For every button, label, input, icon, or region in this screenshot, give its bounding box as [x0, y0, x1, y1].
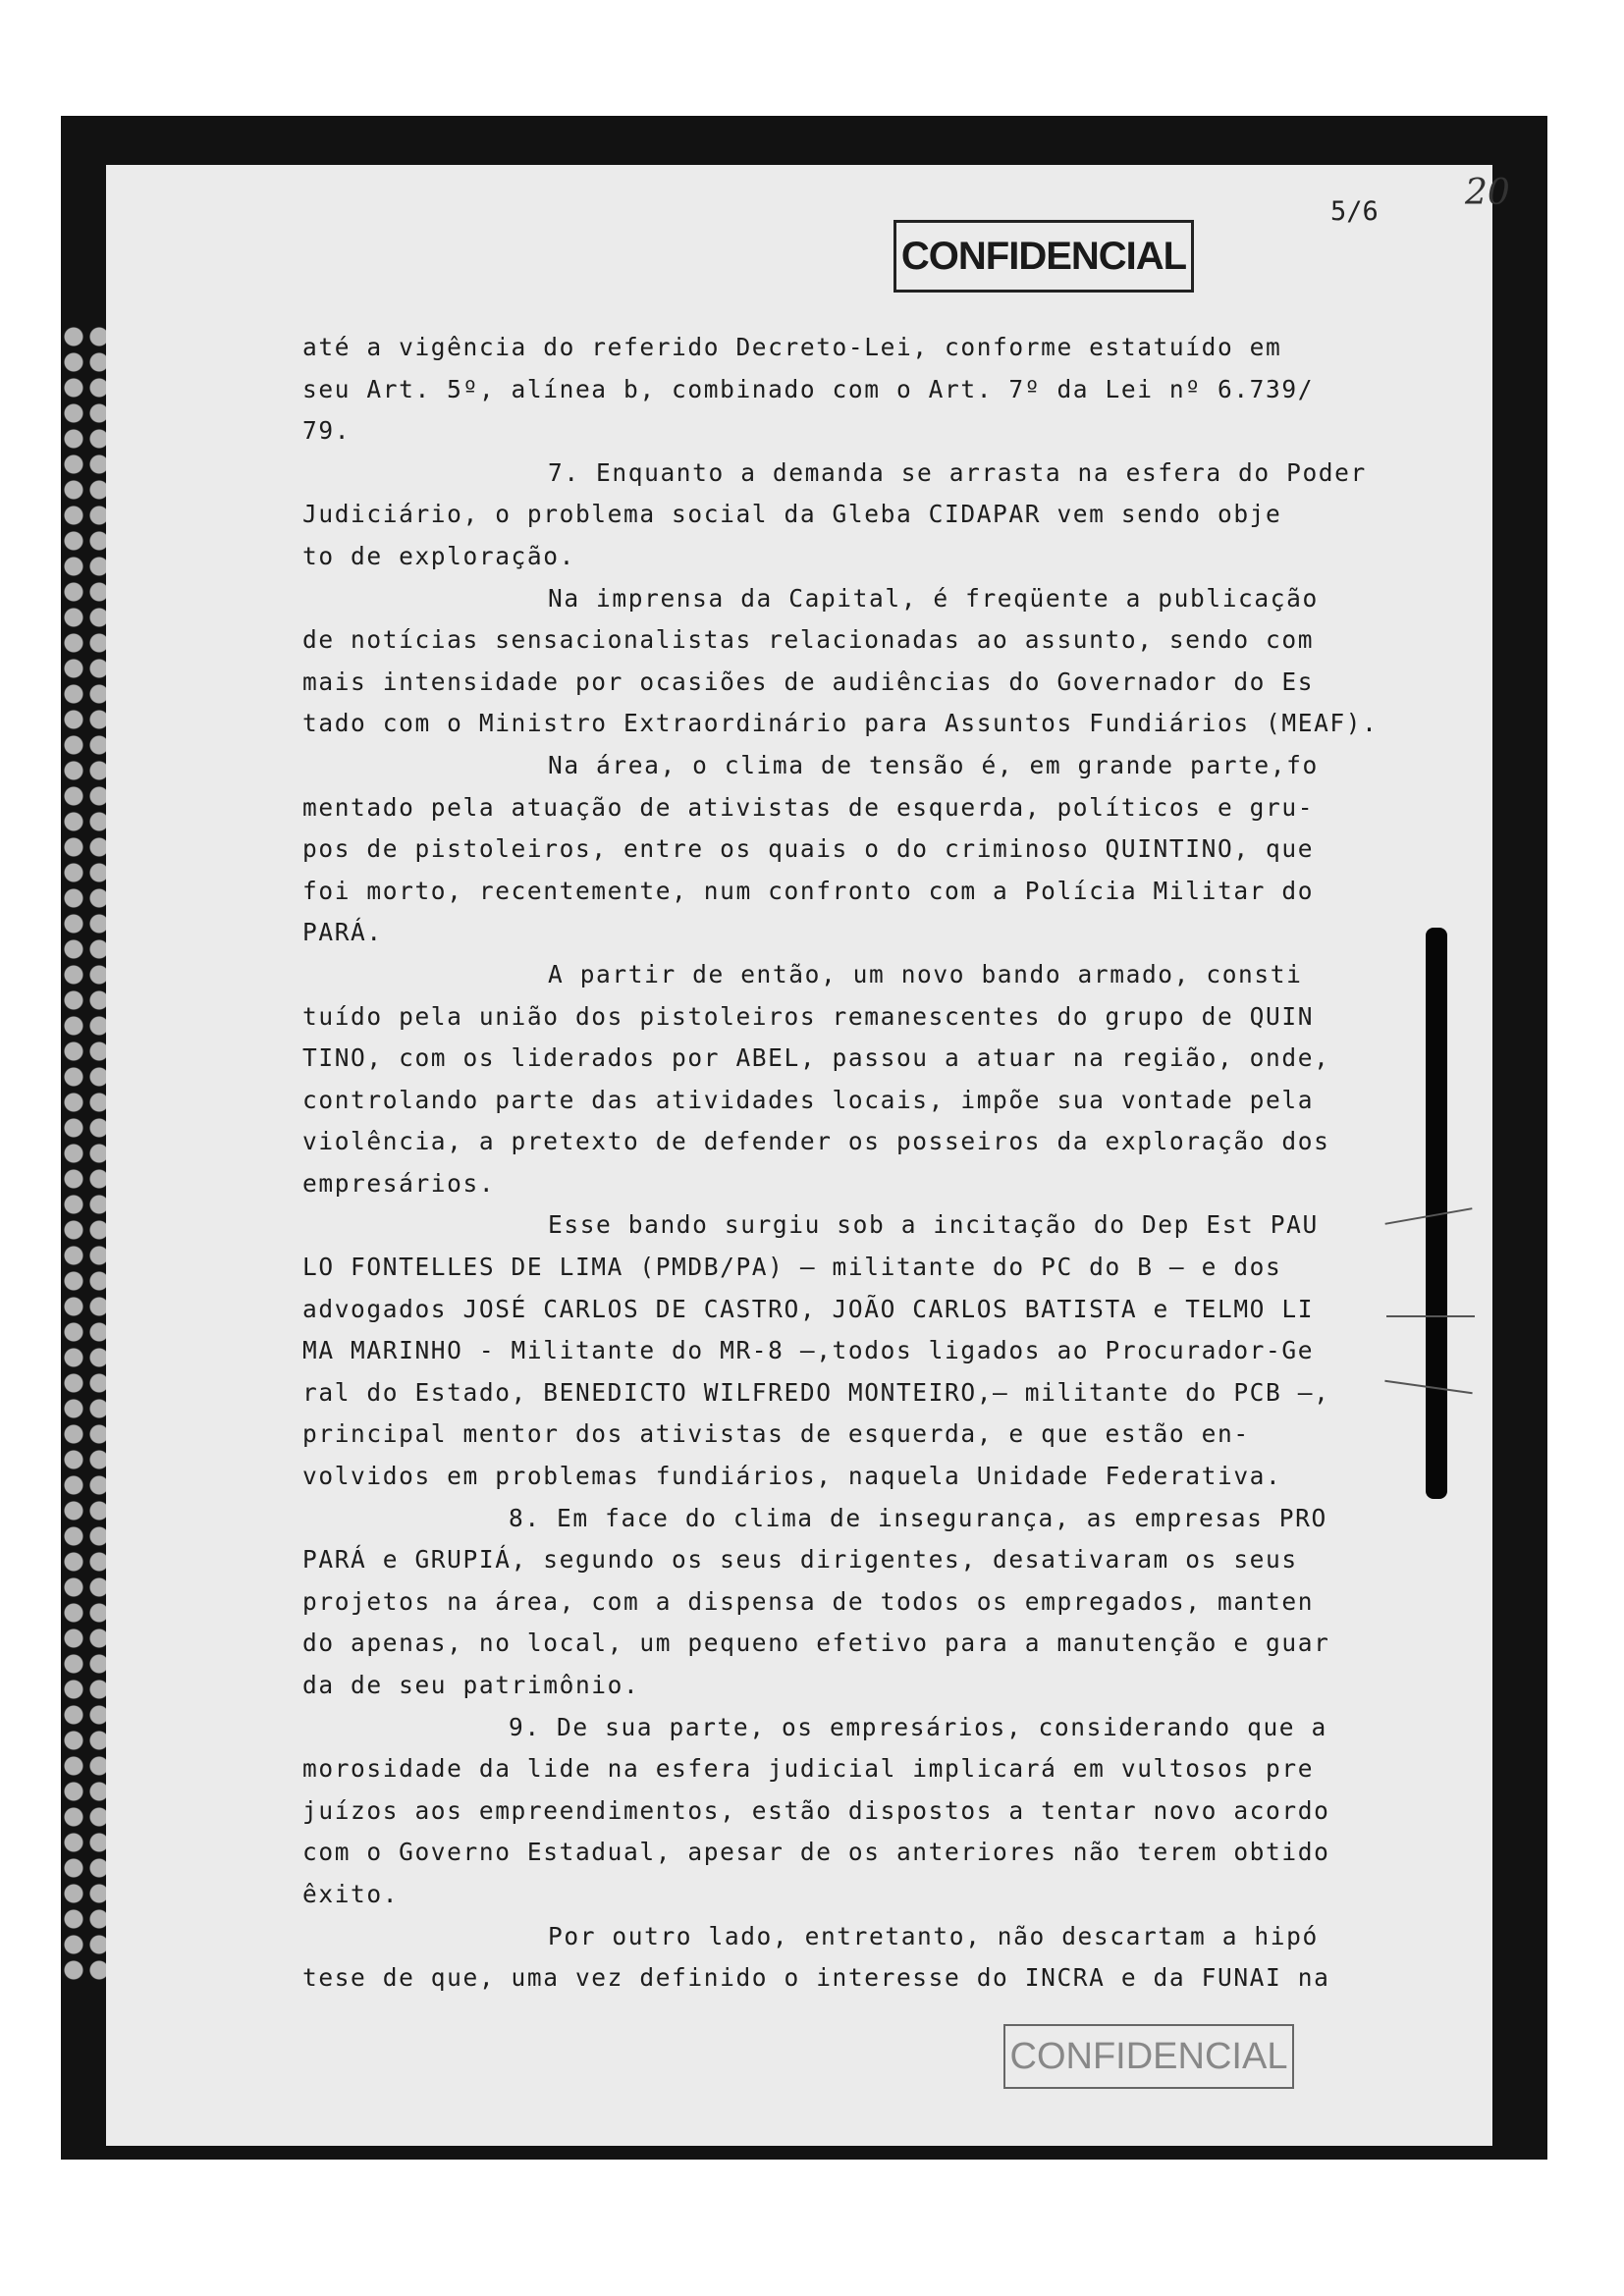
margin-annotation-line	[1386, 1315, 1475, 1317]
body-line: Na área, o clima de tensão é, em grande parte,fo	[548, 750, 1319, 779]
body-line: empresários.	[302, 1168, 496, 1198]
body-line: êxito.	[302, 1879, 400, 1908]
body-line: tuído pela união dos pistoleiros remanescentes do grupo de QUIN	[302, 1001, 1315, 1031]
body-line: violência, a pretexto de defender os posseiros da exploração dos	[302, 1127, 1330, 1156]
body-line: Por outro lado, entretanto, não descartam a hipó	[548, 1921, 1319, 1950]
body-line: 79.	[302, 416, 352, 446]
body-line: mentado pela atuação de ativistas de esquerda, políticos e gru-	[302, 792, 1315, 822]
body-line: principal mentor dos ativistas de esquerda, e que estão en-	[302, 1419, 1250, 1449]
handwritten-folio-number: 20	[1465, 173, 1510, 213]
body-line: 8. Em face do clima de insegurança, as empresas PRO	[509, 1503, 1327, 1532]
body-line: A partir de então, um novo bando armado, consti	[548, 959, 1303, 988]
body-line: tado com o Ministro Extraordinário para Assuntos Fundiários (MEAF).	[302, 709, 1379, 738]
confidential-stamp-top: CONFIDENCIAL	[893, 220, 1194, 293]
body-line: de notícias sensacionalistas relacionadas ao assunto, sendo com	[302, 625, 1315, 655]
body-line: advogados JOSÉ CARLOS DE CASTRO, JOÃO CARLOS BATISTA e TELMO LI	[302, 1294, 1315, 1323]
body-line: PARÁ e GRUPIÁ, segundo os seus dirigentes, desativaram os seus	[302, 1545, 1298, 1575]
body-line: juízos aos empreendimentos, estão dispostos a tentar novo acordo	[302, 1795, 1330, 1825]
body-line: ral do Estado, BENEDICTO WILFREDO MONTEIRO,— militante do PCB —,	[302, 1377, 1330, 1407]
body-line: mais intensidade por ocasiões de audiências do Governador do Es	[302, 667, 1315, 696]
body-line: foi morto, recentemente, num confronto com a Polícia Militar do	[302, 876, 1315, 905]
body-line: controlando parte das atividades locais, impõe sua vontade pela	[302, 1085, 1315, 1114]
body-line: com o Governo Estadual, apesar de os anteriores não terem obtido	[302, 1838, 1330, 1867]
body-line: Judiciário, o problema social da Gleba CIDAPAR vem sendo obje	[302, 500, 1282, 529]
body-line: Na imprensa da Capital, é freqüente a publicação	[548, 583, 1319, 613]
body-line: da de seu patrimônio.	[302, 1671, 640, 1699]
body-line: projetos na área, com a dispensa de todos os empregados, manten	[302, 1586, 1315, 1616]
body-line: TINO, com os liderados por ABEL, passou a atuar na região, onde,	[302, 1043, 1330, 1073]
body-line: 7. Enquanto a demanda se arrasta na esfera do Poder	[548, 457, 1367, 487]
body-line: LO FONTELLES DE LIMA (PMDB/PA) — militante do PC do B — e dos	[302, 1253, 1282, 1282]
body-line: MA MARINHO - Militante do MR-8 —,todos ligados ao Procurador-Ge	[302, 1336, 1315, 1365]
body-line: seu Art. 5º, alínea b, combinado com o Art. 7º da Lei nº 6.739/	[302, 374, 1315, 403]
binder-hole-pattern	[61, 324, 112, 1983]
body-line: do apenas, no local, um pequeno efetivo para a manutenção e guar	[302, 1629, 1330, 1658]
body-line: to de exploração.	[302, 541, 575, 570]
body-line: morosidade da lide na esfera judicial implicará em vultosos pre	[302, 1754, 1315, 1784]
body-line: Esse bando surgiu sob a incitação do Dep Est PAU	[548, 1210, 1319, 1240]
document-body	[302, 327, 1382, 2000]
body-line: tese de que, uma vez definido o interesse do INCRA e da FUNAI na	[302, 1963, 1330, 1993]
body-line: pos de pistoleiros, entre os quais o do criminoso QUINTINO, que	[302, 834, 1315, 864]
body-line: 9. De sua parte, os empresários, considerando que a	[509, 1712, 1327, 1741]
confidential-stamp-bottom: CONFIDENCIAL	[1003, 2024, 1294, 2089]
page-number: 5/6	[1330, 196, 1379, 227]
body-line: volvidos em problemas fundiários, naquela Unidade Federativa.	[302, 1462, 1282, 1491]
body-line: até a vigência do referido Decreto-Lei, conforme estatuído em	[302, 333, 1282, 361]
body-line: PARÁ.	[302, 918, 383, 947]
